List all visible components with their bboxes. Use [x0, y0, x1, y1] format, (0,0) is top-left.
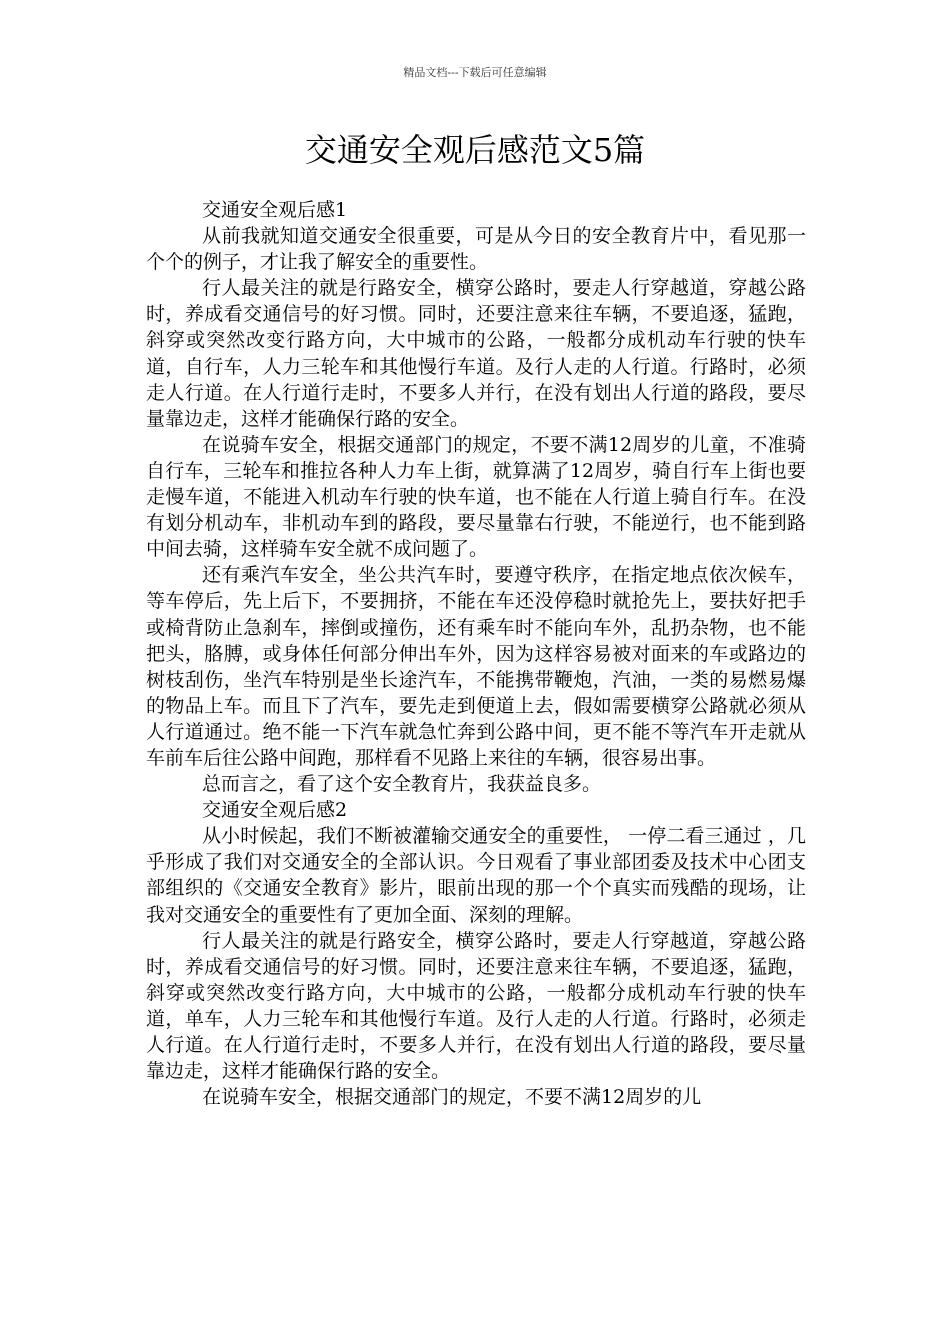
paragraph: 从前我就知道交通安全很重要，可是从今日的安全教育片中，看见那一个个的例子，才让我了解安全的重要性。 — [146, 225, 806, 274]
paragraph: 在说骑车安全，根据交通部门的规定，不要不满12周岁的儿童，不准骑自行车，三轮车和推拉各种人力车上街，就算满了12周岁，骑自行车上街也要走慢车道，不能进入机动车行驶的快车道，也不能在人行道上骑自行车。在没有划分机动车，非机动车到的路段，要尽量靠右行驶，不能逆行，也不能到路中间去骑，这样骑车安全就不成问题了。 — [146, 433, 806, 561]
section-heading-2: 交通安全观后感2 — [202, 799, 348, 822]
document-body — [146, 197, 806, 1110]
paragraph: 从小时候起，我们不断被灌输交通安全的重要性， 一停二看三通过 ，几乎形成了我们对交通安全的全部认识。今日观看了事业部团委及技术中心团支部组织的《交通安全教育》影片，眼前出现的那一个个真实而残酷的现场，让我对交通安全的重要性有了更加全面、深刻的理解。 — [146, 825, 806, 926]
paragraph: 总而言之，看了这个安全教育片，我获益良多。 — [202, 773, 602, 796]
paragraph: 还有乘汽车安全，坐公共汽车时，要遵守秩序，在指定地点依次候车，等车停后，先上后下，不要拥挤，不能在车还没停稳时就抢先上，要扶好把手或椅背防止急刹车，摔倒或撞伤，还有乘车时不能向车外，乱扔杂物，也不能把头，胳膊，或身体任何部分伸出车外，因为这样容易被对面来的车或路边的树枝刮伤，坐汽车特别是坐长途汽车，不能携带鞭炮，汽油，一类的易燃易爆的物品上车。而且下了汽车，要先走到便道上去，假如需要横穿公路就必须从人行道通过。绝不能一下汽车就急忙奔到公路中间，更不能不等汽车开走就从车前车后往公路中间跑，那样看不见路上来往的车辆，很容易出事。 — [146, 564, 806, 769]
header-note: 精品文档---下载后可任意编辑 — [403, 66, 547, 79]
paragraph: 行人最关注的就是行路安全，横穿公路时，要走人行穿越道，穿越公路时，养成看交通信号的好习惯。同时，还要注意来往车辆，不要追逐，猛跑，斜穿或突然改变行路方向，大中城市的公路，一般都分成机动车行驶的快车道，单车，人力三轮车和其他慢行车道。及行人走的人行道。行路时，必须走人行道。在人行道行走时，不要多人并行，在没有划出人行道的路段，要尽量靠边走，这样才能确保行路的安全。 — [146, 929, 806, 1083]
document-title: 交通安全观后感范文5篇 — [304, 131, 646, 169]
paragraph: 在说骑车安全，根据交通部门的规定，不要不满12周岁的儿 — [202, 1086, 702, 1109]
paragraph: 行人最关注的就是行路安全，横穿公路时，要走人行穿越道，穿越公路时，养成看交通信号的好习惯。同时，还要注意来往车辆，不要追逐，猛跑，斜穿或突然改变行路方向，大中城市的公路，一般都分成机动车行驶的快车道，自行车，人力三轮车和其他慢行车道。及行人走的人行道。行路时，必须走人行道。在人行道行走时，不要多人并行，在没有划出人行道的路段，要尽量靠边走，这样才能确保行路的安全。 — [146, 277, 806, 430]
section-heading-1: 交通安全观后感1 — [202, 199, 348, 221]
